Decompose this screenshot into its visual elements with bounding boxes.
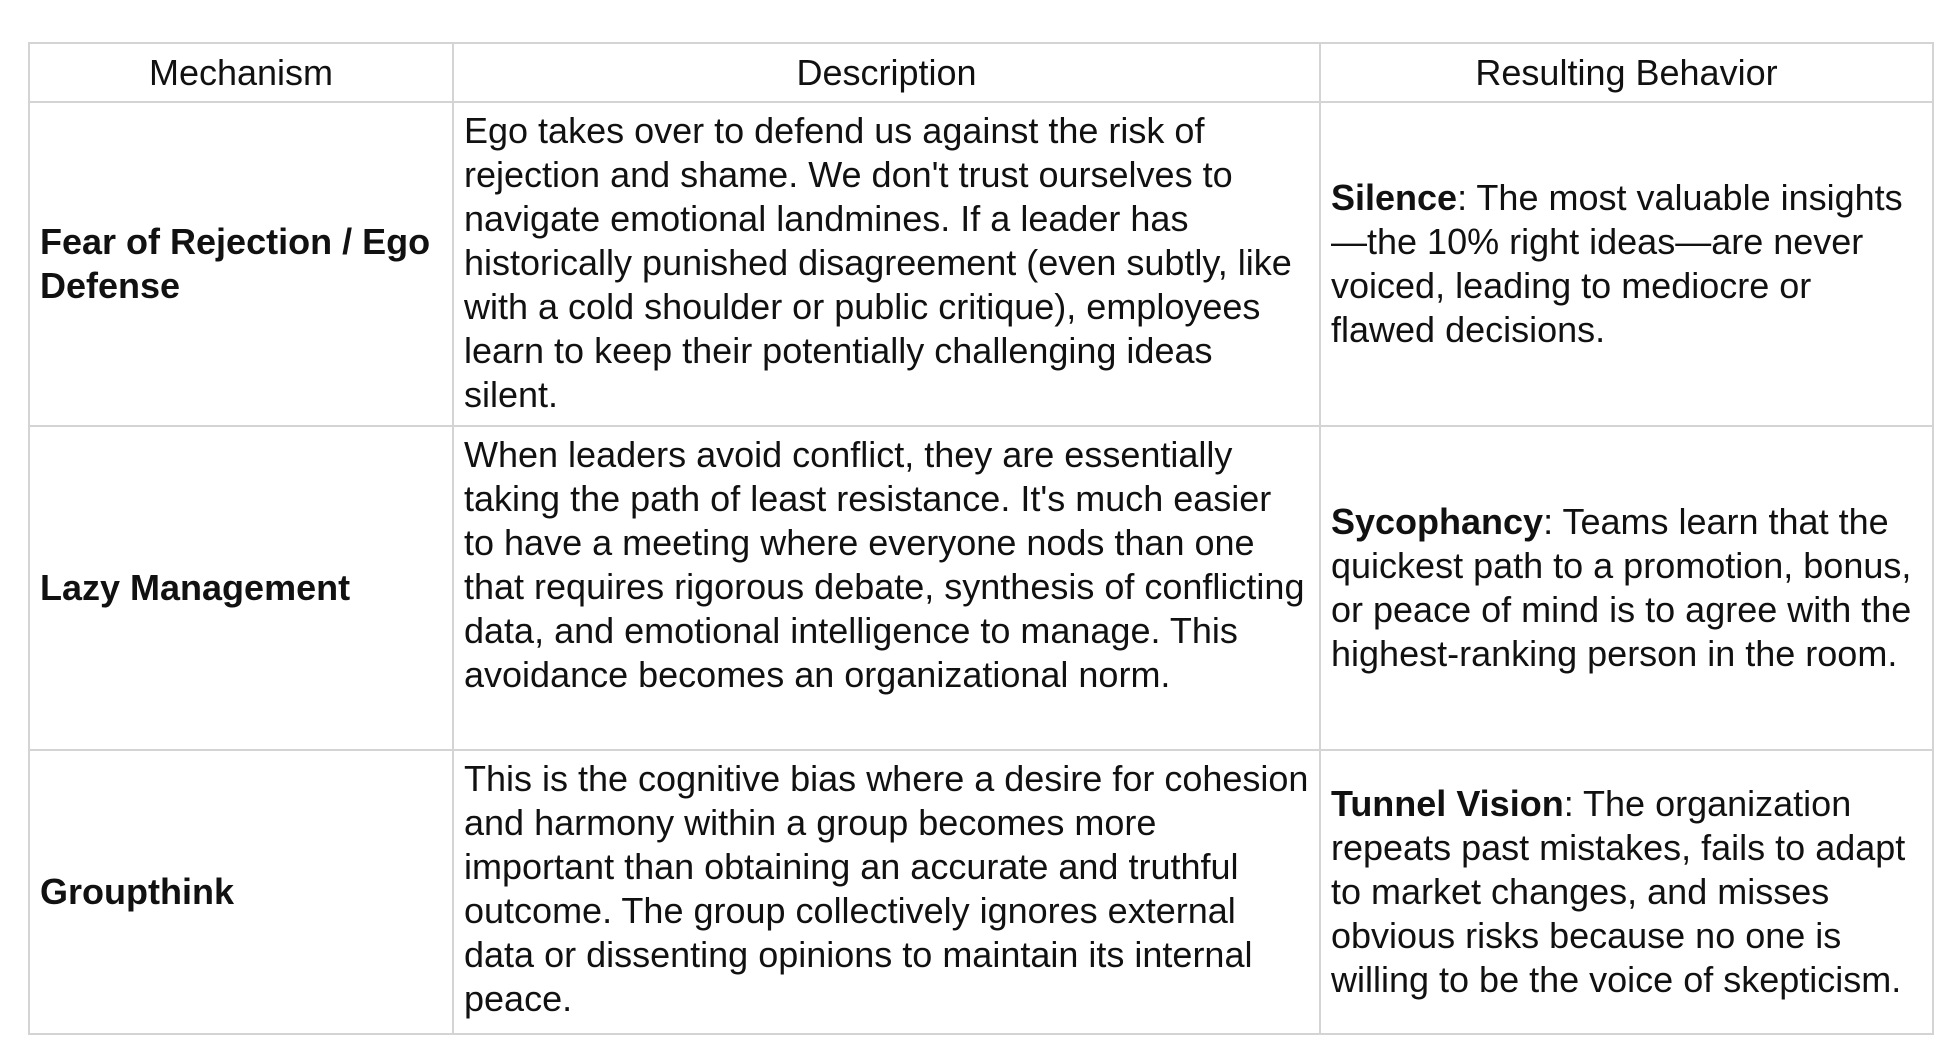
mechanisms-table-container (28, 42, 1934, 1035)
description-cell: When leaders avoid conflict, they are essentially taking the path of least resistance. It's much easier to have a meeting where everyone nods than one that requires rigorous debate, synthesis of conflicting data, and emotional intelligence to manage. This avoidance becomes an organizational norm. (453, 426, 1320, 750)
mechanisms-table (28, 42, 1934, 1035)
behavior-term: Sycophancy (1331, 501, 1544, 542)
behavior-text: : The organization repeats past mistakes, fails to adapt to market changes, and misses obvious risks because no one is willing to be the voice of skepticism. (1331, 783, 1906, 1000)
mechanism-cell: Groupthink (29, 750, 453, 1034)
behavior-text: : The most valuable insights—the 10% right ideas—are never voiced, leading to mediocre or flawed decisions. (1331, 177, 1903, 350)
behavior-cell (1320, 426, 1933, 750)
table-row (29, 102, 1933, 426)
description-cell: This is the cognitive bias where a desire for cohesion and harmony within a group becomes more important than obtaining an accurate and truthful outcome. The group collectively ignores external data or dissenting opinions to maintain its internal peace. (453, 750, 1320, 1034)
table-row (29, 750, 1933, 1034)
behavior-cell (1320, 102, 1933, 426)
mechanism-cell: Fear of Rejection / Ego Defense (29, 102, 453, 426)
header-mechanism: Mechanism (29, 43, 453, 102)
behavior-cell (1320, 750, 1933, 1034)
mechanism-cell: Lazy Management (29, 426, 453, 750)
header-resulting-behavior: Resulting Behavior (1320, 43, 1933, 102)
behavior-term: Tunnel Vision (1331, 783, 1564, 824)
table-header-row (29, 43, 1933, 102)
behavior-text: : Teams learn that the quickest path to a promotion, bonus, or peace of mind is to agree with the highest-ranking person in the room. (1331, 501, 1912, 674)
table-row (29, 426, 1933, 750)
header-description: Description (453, 43, 1320, 102)
behavior-term: Silence (1331, 177, 1458, 218)
description-cell: Ego takes over to defend us against the risk of rejection and shame. We don't trust ourselves to navigate emotional landmines. If a leader has historically punished disagreement (even subtly, like with a cold shoulder or public critique), employees learn to keep their potentially challenging ideas silent. (453, 102, 1320, 426)
